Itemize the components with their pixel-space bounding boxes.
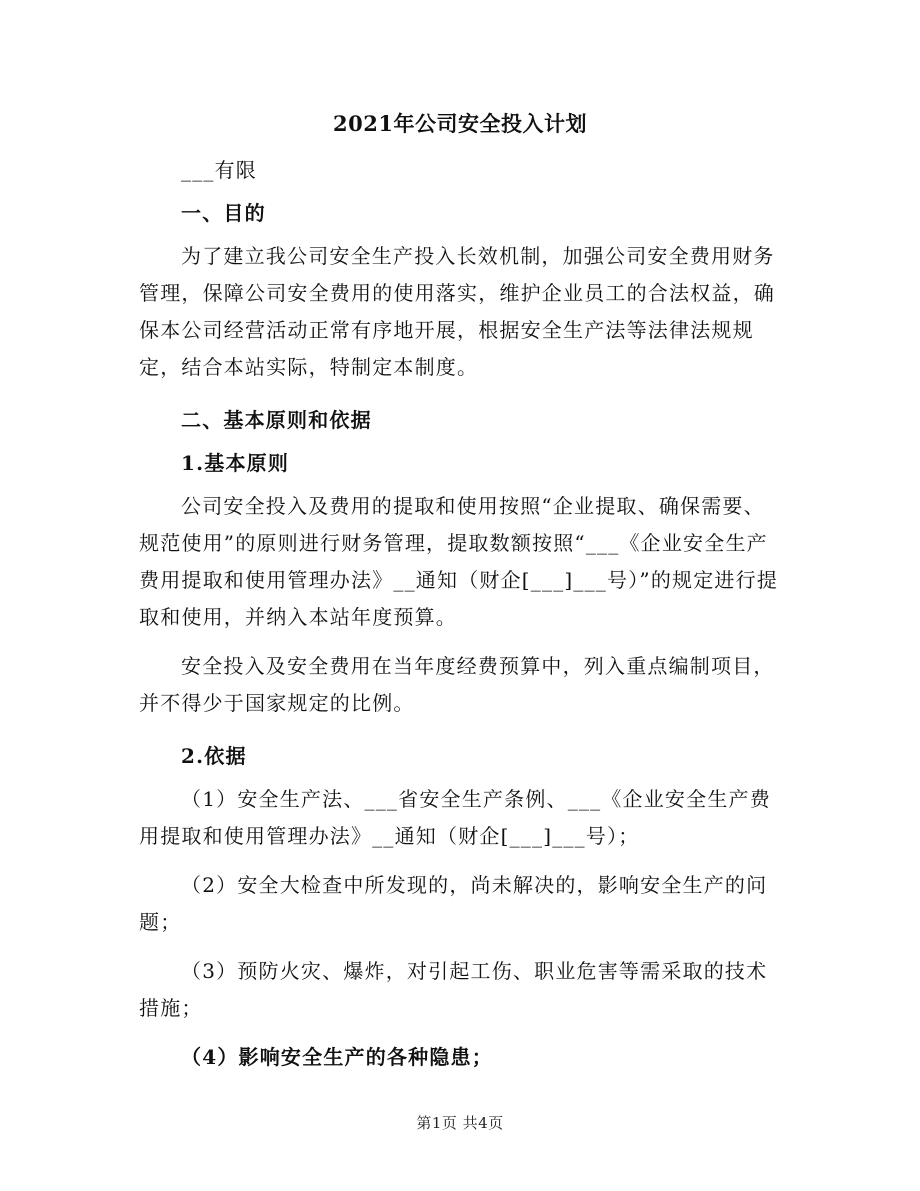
- paragraph-purpose: 为了建立我公司安全生产投入长效机制，加强公司安全费用财务管理，保障公司安全费用的使用落实，维护企业员工的合法权益，确保本公司经营活动正常有序地开展，根据安全生产法等法律法规规定，结合本站实际，特制定本制度。: [139, 244, 775, 379]
- subsection-heading-basis: 2.依据: [181, 744, 247, 768]
- section-heading-principles: 二、基本原则和依据: [181, 408, 372, 432]
- document-body: [139, 152, 785, 1076]
- basis-item-1: （1）安全生产法、___省安全生产条例、___《企业安全生产费用提取和使用管理办法》__通知（财企[___]___号）；: [139, 787, 771, 848]
- basis-item-2: （2）安全大检查中所发现的，尚未解决的，影响安全生产的问题；: [139, 873, 768, 934]
- subsection-heading-basic-principles: 1.基本原则: [181, 451, 290, 475]
- document-title: 2021年公司安全投入计划: [333, 111, 587, 136]
- paragraph-basic-principles-2: 安全投入及安全费用在当年度经费预算中，列入重点编制项目，并不得少于国家规定的比例。: [139, 654, 775, 715]
- basis-item-4: （4）影响安全生产的各种隐患；: [181, 1045, 493, 1069]
- paragraph-basic-principles-1: 公司安全投入及费用的提取和使用按照“企业提取、确保需要、规范使用”的原则进行财务管理，提取数额按照“___《企业安全生产费用提取和使用管理办法》__通知（财企[___]___号）”的规定进行提取和使用，并纳入本站年度预算。: [139, 494, 779, 629]
- section-heading-purpose: 一、目的: [181, 201, 266, 225]
- page-number-footer: 第1页 共4页: [416, 1114, 504, 1132]
- basis-item-3: （3）预防火灾、爆炸，对引起工伤、职业危害等需采取的技术措施；: [139, 959, 768, 1020]
- company-line: ___有限: [181, 158, 257, 182]
